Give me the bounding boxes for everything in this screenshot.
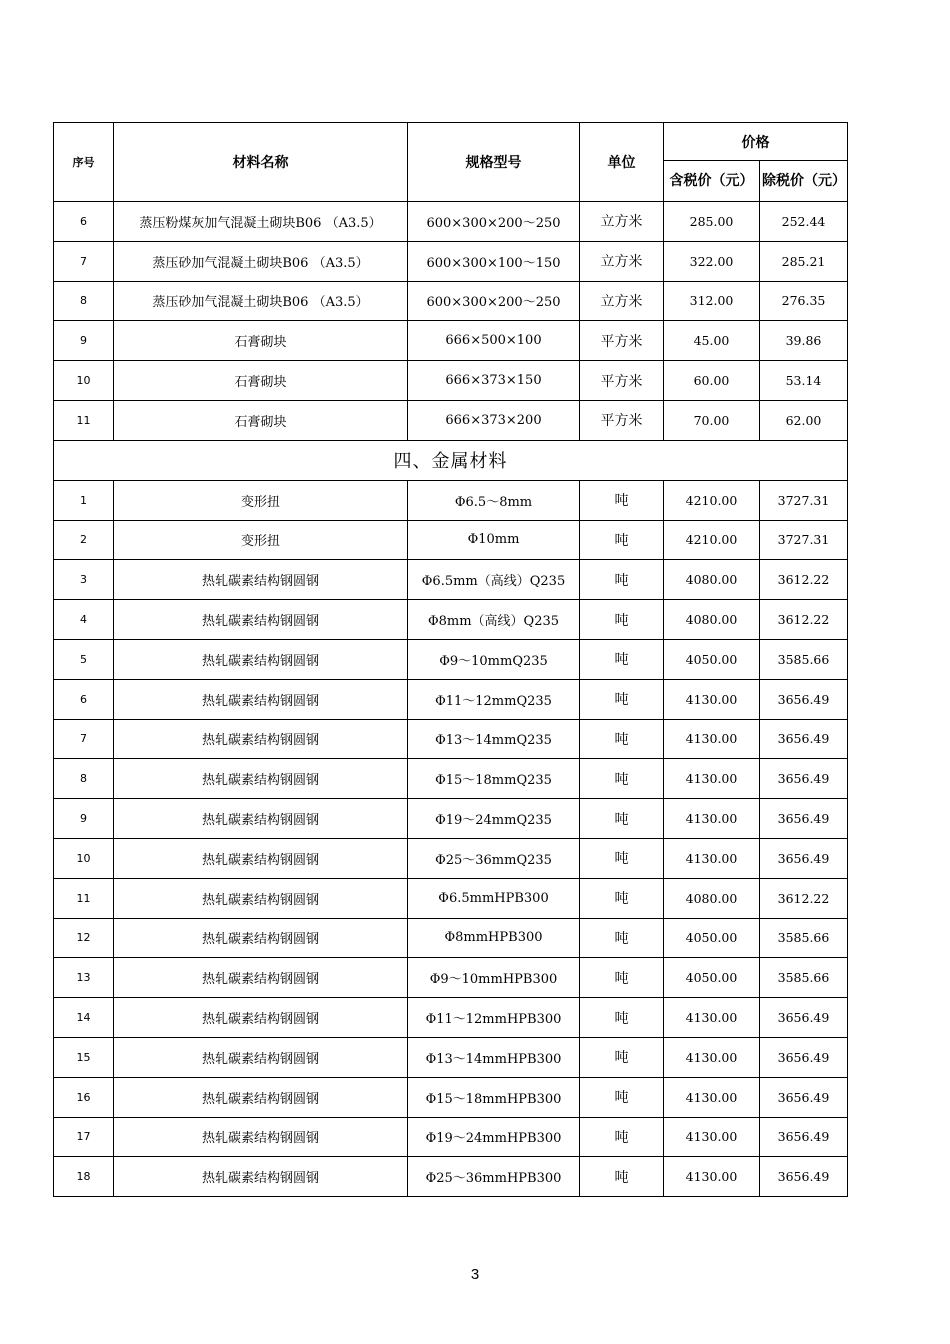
cell-spec: Φ15～18mmHPB300 [408,1077,580,1117]
table-row [54,480,848,520]
cell-spec: 666×500×100 [408,321,580,361]
cell-price-incl-tax: 4130.00 [664,998,760,1038]
cell-material-name: 石膏砌块 [114,400,408,440]
cell-price-incl-tax: 45.00 [664,321,760,361]
cell-unit: 吨 [580,600,664,640]
cell-seq: 9 [54,799,114,839]
cell-material-name: 石膏砌块 [114,321,408,361]
cell-seq: 12 [54,918,114,958]
cell-spec: 600×300×200～250 [408,281,580,321]
cell-material-name: 热轧碳素结构钢圆钢 [114,958,408,998]
cell-spec: Φ25～36mmQ235 [408,838,580,878]
cell-seq: 17 [54,1117,114,1157]
cell-material-name: 热轧碳素结构钢圆钢 [114,918,408,958]
header-price-excl-tax: 除税价（元） [760,161,848,202]
cell-price-excl-tax: 285.21 [760,241,848,281]
cell-seq: 2 [54,520,114,560]
header-price: 价格 [664,123,848,161]
cell-unit: 吨 [580,918,664,958]
cell-material-name: 热轧碳素结构钢圆钢 [114,1157,408,1197]
cell-price-excl-tax: 3727.31 [760,480,848,520]
table-row [54,520,848,560]
cell-material-name: 热轧碳素结构钢圆钢 [114,759,408,799]
header-unit: 单位 [580,123,664,202]
cell-price-incl-tax: 4050.00 [664,918,760,958]
cell-price-incl-tax: 312.00 [664,281,760,321]
cell-price-excl-tax: 53.14 [760,361,848,401]
cell-seq: 9 [54,321,114,361]
cell-unit: 吨 [580,719,664,759]
cell-price-incl-tax: 4130.00 [664,838,760,878]
cell-spec: Φ6.5mm（高线）Q235 [408,560,580,600]
cell-unit: 吨 [580,838,664,878]
cell-material-name: 热轧碳素结构钢圆钢 [114,719,408,759]
cell-price-incl-tax: 4080.00 [664,878,760,918]
cell-price-excl-tax: 3656.49 [760,1117,848,1157]
table-row [54,958,848,998]
table-row [54,361,848,401]
cell-material-name: 石膏砌块 [114,361,408,401]
cell-price-excl-tax: 252.44 [760,202,848,242]
cell-spec: Φ8mmHPB300 [408,918,580,958]
cell-price-incl-tax: 60.00 [664,361,760,401]
cell-seq: 16 [54,1077,114,1117]
cell-unit: 吨 [580,998,664,1038]
cell-spec: 666×373×150 [408,361,580,401]
cell-price-excl-tax: 3656.49 [760,719,848,759]
cell-spec: 600×300×200～250 [408,202,580,242]
cell-price-excl-tax: 3612.22 [760,878,848,918]
cell-unit: 吨 [580,878,664,918]
cell-seq: 10 [54,838,114,878]
cell-seq: 6 [54,679,114,719]
cell-spec: Φ6.5～8mm [408,480,580,520]
cell-material-name: 热轧碳素结构钢圆钢 [114,560,408,600]
cell-material-name: 蒸压粉煤灰加气混凝土砌块B06 （A3.5） [114,202,408,242]
cell-price-excl-tax: 3656.49 [760,998,848,1038]
cell-seq: 5 [54,639,114,679]
cell-price-incl-tax: 4080.00 [664,600,760,640]
table-row [54,838,848,878]
table-row [54,202,848,242]
table-body-top [54,202,848,441]
cell-seq: 7 [54,719,114,759]
cell-material-name: 热轧碳素结构钢圆钢 [114,1117,408,1157]
table-row [54,1117,848,1157]
cell-price-excl-tax: 3656.49 [760,1037,848,1077]
cell-unit: 平方米 [580,400,664,440]
table-row [54,878,848,918]
cell-price-incl-tax: 285.00 [664,202,760,242]
table-row [54,799,848,839]
cell-seq: 8 [54,281,114,321]
cell-unit: 吨 [580,679,664,719]
header-spec: 规格型号 [408,123,580,202]
cell-unit: 吨 [580,1117,664,1157]
cell-price-excl-tax: 3585.66 [760,958,848,998]
cell-price-excl-tax: 62.00 [760,400,848,440]
cell-material-name: 热轧碳素结构钢圆钢 [114,799,408,839]
cell-price-excl-tax: 3585.66 [760,918,848,958]
cell-material-name: 热轧碳素结构钢圆钢 [114,679,408,719]
cell-spec: 600×300×100～150 [408,241,580,281]
cell-unit: 吨 [580,1157,664,1197]
table-row [54,1077,848,1117]
cell-seq: 11 [54,878,114,918]
table-row [54,560,848,600]
cell-unit: 立方米 [580,241,664,281]
table-row [54,759,848,799]
cell-material-name: 蒸压砂加气混凝土砌块B06 （A3.5） [114,241,408,281]
cell-seq: 13 [54,958,114,998]
cell-spec: 666×373×200 [408,400,580,440]
cell-spec: Φ6.5mmHPB300 [408,878,580,918]
cell-price-excl-tax: 3656.49 [760,1077,848,1117]
cell-price-incl-tax: 4080.00 [664,560,760,600]
cell-material-name: 热轧碳素结构钢圆钢 [114,1037,408,1077]
cell-material-name: 热轧碳素结构钢圆钢 [114,838,408,878]
cell-price-incl-tax: 4130.00 [664,679,760,719]
cell-unit: 立方米 [580,281,664,321]
cell-unit: 吨 [580,799,664,839]
cell-material-name: 热轧碳素结构钢圆钢 [114,600,408,640]
cell-price-incl-tax: 4050.00 [664,639,760,679]
page-number: 3 [470,1266,480,1283]
cell-spec: Φ9～10mmHPB300 [408,958,580,998]
table-row [54,679,848,719]
header-price-incl-tax: 含税价（元） [664,161,760,202]
cell-spec: Φ19～24mmQ235 [408,799,580,839]
cell-seq: 8 [54,759,114,799]
cell-price-excl-tax: 3656.49 [760,1157,848,1197]
section-metal [54,440,848,480]
cell-seq: 14 [54,998,114,1038]
table-row [54,719,848,759]
cell-material-name: 热轧碳素结构钢圆钢 [114,998,408,1038]
cell-price-excl-tax: 3656.49 [760,759,848,799]
cell-unit: 平方米 [580,361,664,401]
cell-price-incl-tax: 4130.00 [664,759,760,799]
cell-material-name: 蒸压砂加气混凝土砌块B06 （A3.5） [114,281,408,321]
cell-spec: Φ15～18mmQ235 [408,759,580,799]
cell-spec: Φ11～12mmQ235 [408,679,580,719]
section-title: 四、金属材料 [54,440,848,480]
table-row [54,400,848,440]
cell-price-incl-tax: 4130.00 [664,1117,760,1157]
cell-price-incl-tax: 4050.00 [664,958,760,998]
price-table [53,122,848,1197]
cell-material-name: 变形扭 [114,520,408,560]
cell-unit: 吨 [580,639,664,679]
cell-spec: Φ19～24mmHPB300 [408,1117,580,1157]
cell-unit: 平方米 [580,321,664,361]
table-row [54,918,848,958]
table-row [54,1157,848,1197]
cell-spec: Φ9～10mmQ235 [408,639,580,679]
cell-spec: Φ10mm [408,520,580,560]
cell-price-excl-tax: 3656.49 [760,799,848,839]
cell-price-excl-tax: 39.86 [760,321,848,361]
cell-material-name: 热轧碳素结构钢圆钢 [114,639,408,679]
cell-price-excl-tax: 3585.66 [760,639,848,679]
table-body-metal [54,480,848,1196]
header-seq: 序号 [54,123,114,202]
cell-unit: 立方米 [580,202,664,242]
table-row [54,600,848,640]
cell-unit: 吨 [580,480,664,520]
cell-seq: 4 [54,600,114,640]
cell-price-incl-tax: 4210.00 [664,520,760,560]
cell-spec: Φ13～14mmQ235 [408,719,580,759]
cell-price-excl-tax: 3612.22 [760,600,848,640]
cell-spec: Φ8mm（高线）Q235 [408,600,580,640]
cell-price-excl-tax: 3656.49 [760,679,848,719]
table-row [54,998,848,1038]
cell-price-excl-tax: 276.35 [760,281,848,321]
cell-price-incl-tax: 70.00 [664,400,760,440]
cell-seq: 10 [54,361,114,401]
cell-price-incl-tax: 4130.00 [664,719,760,759]
cell-unit: 吨 [580,520,664,560]
cell-price-incl-tax: 4130.00 [664,1077,760,1117]
cell-spec: Φ11～12mmHPB300 [408,998,580,1038]
cell-price-excl-tax: 3612.22 [760,560,848,600]
cell-price-incl-tax: 4130.00 [664,799,760,839]
cell-material-name: 热轧碳素结构钢圆钢 [114,878,408,918]
table-row [54,241,848,281]
cell-unit: 吨 [580,1077,664,1117]
cell-spec: Φ25～36mmHPB300 [408,1157,580,1197]
cell-seq: 18 [54,1157,114,1197]
table-row [54,639,848,679]
cell-price-incl-tax: 4130.00 [664,1037,760,1077]
table-row [54,321,848,361]
header-name: 材料名称 [114,123,408,202]
cell-price-incl-tax: 322.00 [664,241,760,281]
cell-price-incl-tax: 4210.00 [664,480,760,520]
cell-price-excl-tax: 3727.31 [760,520,848,560]
cell-seq: 7 [54,241,114,281]
cell-unit: 吨 [580,958,664,998]
cell-seq: 11 [54,400,114,440]
cell-seq: 1 [54,480,114,520]
cell-seq: 3 [54,560,114,600]
table-row [54,281,848,321]
cell-price-excl-tax: 3656.49 [760,838,848,878]
cell-spec: Φ13～14mmHPB300 [408,1037,580,1077]
cell-seq: 15 [54,1037,114,1077]
cell-seq: 6 [54,202,114,242]
cell-unit: 吨 [580,560,664,600]
cell-material-name: 热轧碳素结构钢圆钢 [114,1077,408,1117]
cell-unit: 吨 [580,1037,664,1077]
cell-price-incl-tax: 4130.00 [664,1157,760,1197]
cell-unit: 吨 [580,759,664,799]
cell-material-name: 变形扭 [114,480,408,520]
table-row [54,1037,848,1077]
table-header [54,123,848,202]
